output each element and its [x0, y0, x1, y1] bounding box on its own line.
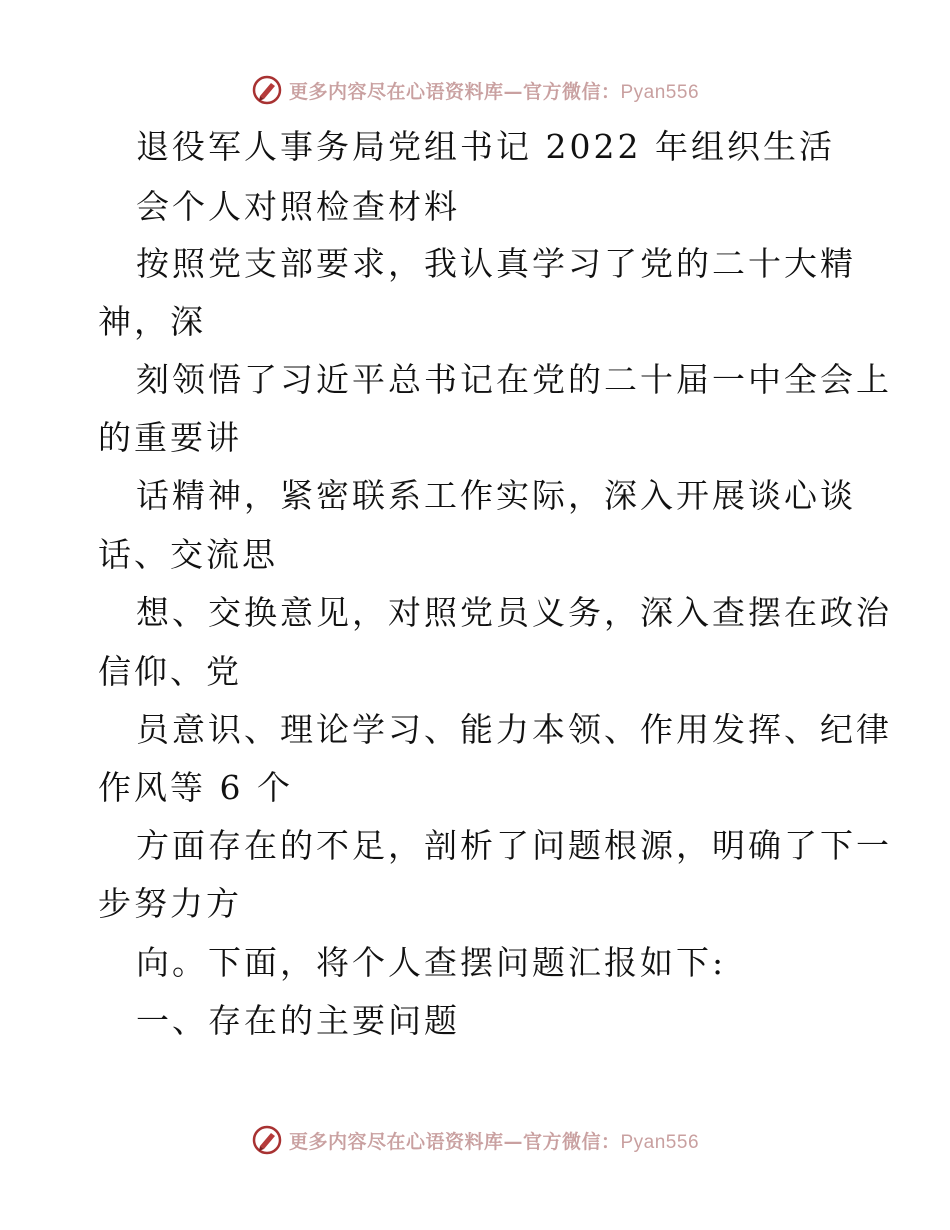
section-heading: 一、存在的主要问题: [136, 1001, 460, 1040]
paragraph-line: 信仰、党: [98, 652, 242, 691]
watermark-text: 更多内容尽在心语资料库—官方微信：Pyan556: [288, 1130, 700, 1153]
paragraph-line: 向。下面，将个人查摆问题汇报如下:: [136, 943, 727, 982]
document-title-line-2: 会个人对照检查材料: [136, 187, 460, 226]
paragraph-line: 作风等 6 个: [98, 768, 293, 807]
watermark-header: [0, 70, 950, 110]
paragraph-line: 员意识、理论学习、能力本领、作用发挥、纪律: [136, 710, 892, 749]
paragraph-line: 按照党支部要求，我认真学习了党的二十大精: [136, 244, 856, 283]
paragraph-line: 话、交流思: [98, 535, 278, 574]
paragraph-line: 话精神，紧密联系工作实际，深入开展谈心谈: [136, 476, 856, 515]
paragraph-line: 方面存在的不足，剖析了问题根源，明确了下一: [136, 826, 892, 865]
paragraph-line: 刻领悟了习近平总书记在党的二十届一中全会上: [136, 360, 892, 399]
pen-logo-icon: [251, 74, 283, 106]
paragraph-line: 步努力方: [98, 884, 242, 923]
paragraph-line: 想、交换意见，对照党员义务，深入查摆在政治: [136, 593, 892, 632]
watermark-text: 更多内容尽在心语资料库—官方微信：Pyan556: [288, 80, 700, 103]
pen-logo-icon: [251, 1124, 283, 1156]
paragraph-line: 神，深: [98, 302, 206, 341]
watermark-footer: [0, 1120, 950, 1160]
document-title-line-1: 退役军人事务局党组书记 2022 年组织生活: [136, 127, 835, 166]
paragraph-line: 的重要讲: [98, 418, 242, 457]
